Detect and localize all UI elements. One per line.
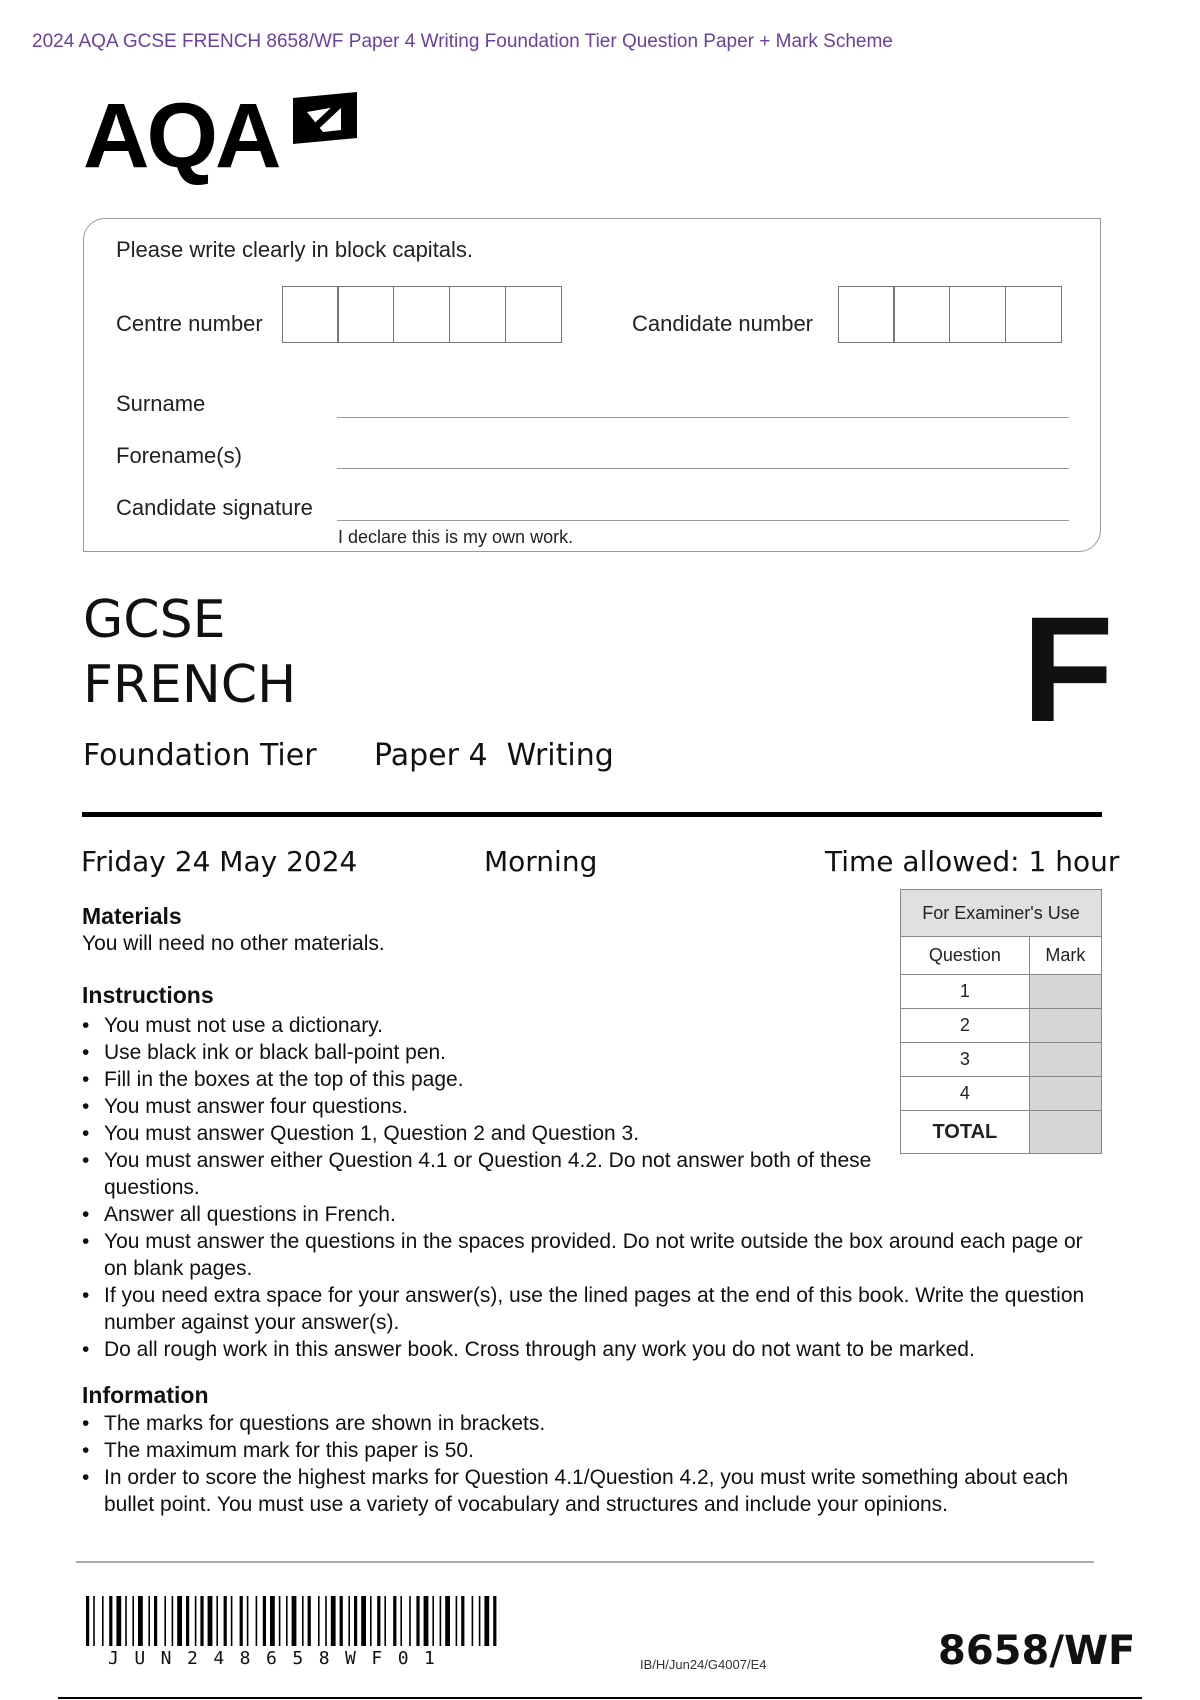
barcode-image: [86, 1596, 500, 1650]
title-divider: [82, 812, 1102, 817]
subject-title: FRENCH: [83, 655, 297, 715]
centre-number-digit-box[interactable]: [282, 286, 339, 343]
instruction-item: • Do all rough work in this answer book. Cross through any work you do not want to be marked.: [82, 1336, 1082, 1363]
information-list: [82, 1410, 1082, 1518]
examiners-use-table: [900, 889, 1102, 1154]
aqa-flag-logo-icon: [283, 92, 357, 152]
mark-cell: [1029, 1043, 1101, 1077]
exam-date: Friday 24 May 2024: [81, 845, 358, 878]
total-label: TOTAL: [901, 1111, 1030, 1154]
candidate-number-boxes[interactable]: [839, 286, 1062, 343]
signature-line[interactable]: [337, 520, 1069, 521]
exam-session: Morning: [484, 845, 598, 878]
centre-number-digit-box[interactable]: [337, 286, 394, 343]
centre-number-digit-box[interactable]: [449, 286, 506, 343]
tier-letter: F: [1022, 585, 1114, 753]
instructions-heading: Instructions: [82, 982, 214, 1008]
instruction-item: • You must answer four questions.: [82, 1093, 1082, 1120]
footer-divider: [58, 1697, 1142, 1699]
instruction-item: • You must answer either Question 4.1 or Question 4.2. Do not answer both of these questions.: [82, 1147, 884, 1201]
candidate-number-digit-box[interactable]: [949, 286, 1006, 343]
examiners-use-title: For Examiner's Use: [901, 890, 1102, 937]
candidate-number-digit-box[interactable]: [838, 286, 895, 343]
candidate-number-digit-box[interactable]: [1005, 286, 1062, 343]
instruction-item: • You must answer the questions in the spaces provided. Do not write outside the box around each page or on blank pages.: [82, 1228, 1094, 1282]
mark-column-header: Mark: [1029, 937, 1101, 975]
centre-number-digit-box[interactable]: [393, 286, 450, 343]
paper-label: Paper 4 Writing: [374, 738, 614, 773]
instruction-item: • You must not use a dictionary.: [82, 1012, 1082, 1039]
question-number: 3: [901, 1043, 1030, 1077]
declaration-text: I declare this is my own work.: [338, 527, 574, 547]
information-item: • In order to score the highest marks for Question 4.1/Question 4.2, you must write something about each bullet point. You must use a variety of vocabulary and structures and include your opinions.: [82, 1464, 1094, 1518]
candidate-details-box: [83, 218, 1101, 552]
materials-heading: Materials: [82, 903, 182, 929]
logo-text: AQA: [83, 85, 279, 187]
barcode-text: JUN248658WF01: [108, 1648, 451, 1669]
mark-cell: [1029, 975, 1101, 1009]
information-item: • The marks for questions are shown in brackets.: [82, 1410, 1082, 1437]
question-number: 4: [901, 1077, 1030, 1111]
qualification-title: GCSE: [83, 590, 226, 650]
mark-cell: [1029, 1077, 1101, 1111]
time-allowed: Time allowed: 1 hour: [825, 845, 1120, 878]
question-number: 2: [901, 1009, 1030, 1043]
block-capitals-instruction: Please write clearly in block capitals.: [116, 237, 474, 262]
question-number: 1: [901, 975, 1030, 1009]
subject-heading: [83, 588, 296, 718]
information-item: • The maximum mark for this paper is 50.: [82, 1437, 1082, 1464]
information-heading: Information: [82, 1382, 209, 1408]
surname-label: Surname: [116, 391, 206, 416]
mark-cell: [1029, 1009, 1101, 1043]
forenames-line[interactable]: [337, 468, 1069, 469]
signature-label: Candidate signature: [116, 495, 313, 520]
bottom-divider: [76, 1561, 1094, 1563]
candidate-number-digit-box[interactable]: [893, 286, 950, 343]
forenames-label: Forename(s): [116, 443, 242, 468]
centre-number-label: Centre number: [116, 311, 263, 336]
question-column-header: Question: [901, 937, 1030, 975]
instruction-item: • If you need extra space for your answer(s), use the lined pages at the end of this book. Write the question number against your answer(s).: [82, 1282, 1094, 1336]
total-mark-cell: [1029, 1111, 1101, 1154]
centre-number-digit-box[interactable]: [505, 286, 562, 343]
instruction-item: • You must answer Question 1, Question 2 and Question 3.: [82, 1120, 1082, 1147]
instruction-item: • Fill in the boxes at the top of this page.: [82, 1066, 1082, 1093]
candidate-number-label: Candidate number: [632, 311, 814, 336]
document-title: 2024 AQA GCSE FRENCH 8658/WF Paper 4 Writing Foundation Tier Question Paper + Mark Scheme: [32, 31, 893, 52]
materials-text: You will need no other materials.: [82, 932, 385, 955]
document-reference: IB/H/Jun24/G4007/E4: [640, 1657, 767, 1672]
paper-code: 8658/WF: [938, 1628, 1136, 1674]
centre-number-boxes[interactable]: [283, 286, 562, 343]
tier-label: Foundation Tier: [83, 738, 317, 773]
instruction-item: • Answer all questions in French.: [82, 1201, 1082, 1228]
instruction-item: • Use black ink or black ball-point pen.: [82, 1039, 1082, 1066]
surname-line[interactable]: [337, 417, 1069, 418]
